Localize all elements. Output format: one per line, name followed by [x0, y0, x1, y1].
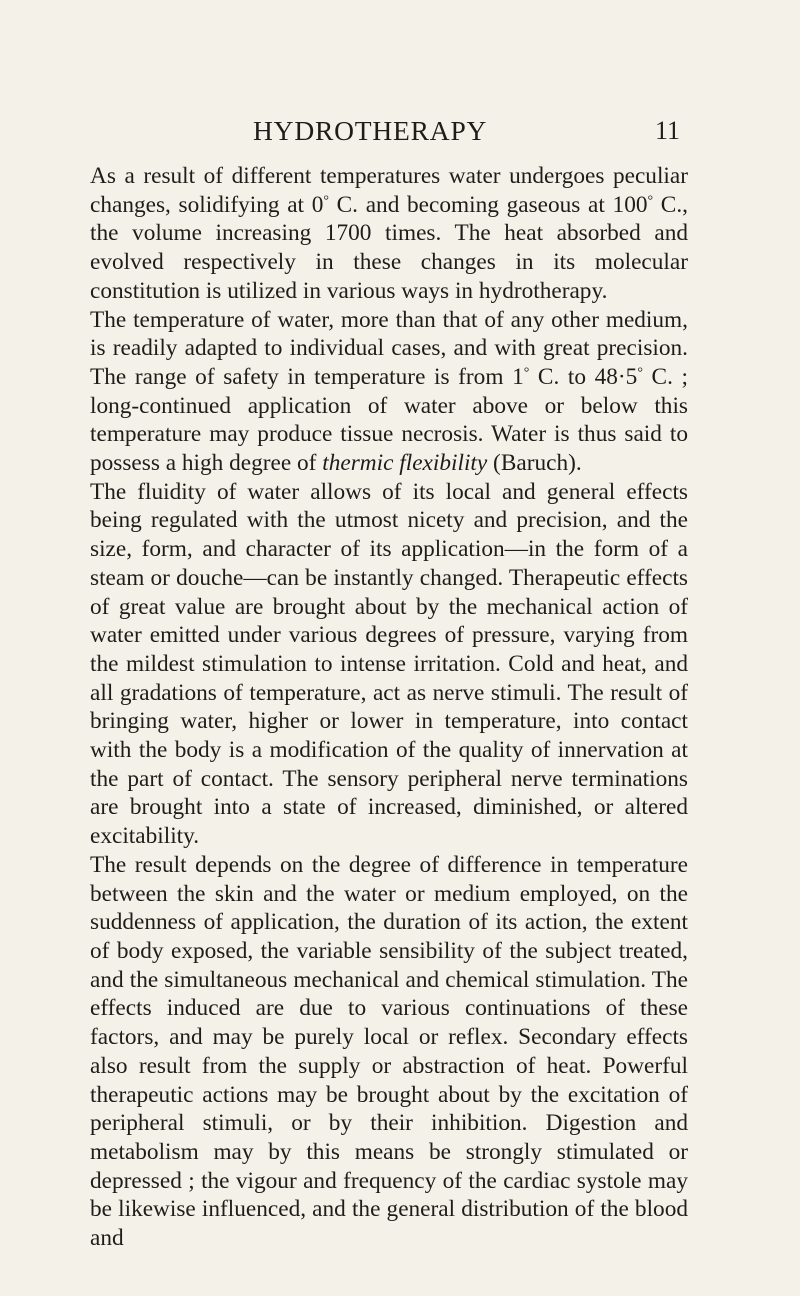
body-text — [90, 162, 688, 1253]
paragraph-1: As a result of different temperatures water undergoes peculiar changes, solidifying at 0° C. and becoming gaseous at 100° C., the volume increasing 1700 times. The heat absorbed and evolved respectively in these changes in its molecular constitution is utilized in various ways in hydrotherapy. — [90, 163, 688, 304]
paragraph-2: The temperature of water, more than that of any other medium, is readily adapted to individual cases, and with great precision. The range of safety in temperature is from 1° C. to 48·5° C. ; long-continued application of water above or below this temperature may produce tissue necrosis. Water is thus said to possess a high degree of thermic flexibility (Baruch). — [90, 306, 688, 477]
running-title: HYDROTHERAPY — [253, 115, 488, 146]
running-head — [0, 114, 800, 148]
page-number: 11 — [655, 116, 681, 145]
italic-term: thermic flexibility — [322, 450, 488, 477]
paragraph-3: The fluidity of water allows of its local and general effects being regulated with the utmost nicety and precision, and the size, form, and character of its application—in the form of a steam or douche—can be instantly changed. Therapeutic effects of great value are brought about by the mechanical action of water emitted under various degrees of pressure, varying from the mildest stimulation to intense irritation. Cold and heat, and all gradations of temperature, act as nerve stimuli. The result of bringing water, higher or lower in temperature, into contact with the body is a modification of the quality of innervation at the part of contact. The sensory peripheral nerve terminations are brought into a state of increased, diminished, or altered excitability. — [90, 478, 688, 850]
paragraph-4: The result depends on the degree of difference in temperature between the skin and the water or medium employed, on the suddenness of application, the duration of its action, the extent of body exposed, the variable sensibility of the subject treated, and the simultaneous mechanical and chemical stimulation. The effects induced are due to various continuations of these factors, and may be purely local or reflex. Secondary effects also result from the supply or abstraction of heat. Powerful therapeutic actions may be brought about by the excitation of peripheral stimuli, or by their inhibition. Digestion and metabolism may by this means be strongly stimulated or depressed ; the vigour and frequency of the cardiac systole may be likewise influenced, and the general distribution of the blood and — [90, 851, 688, 1252]
